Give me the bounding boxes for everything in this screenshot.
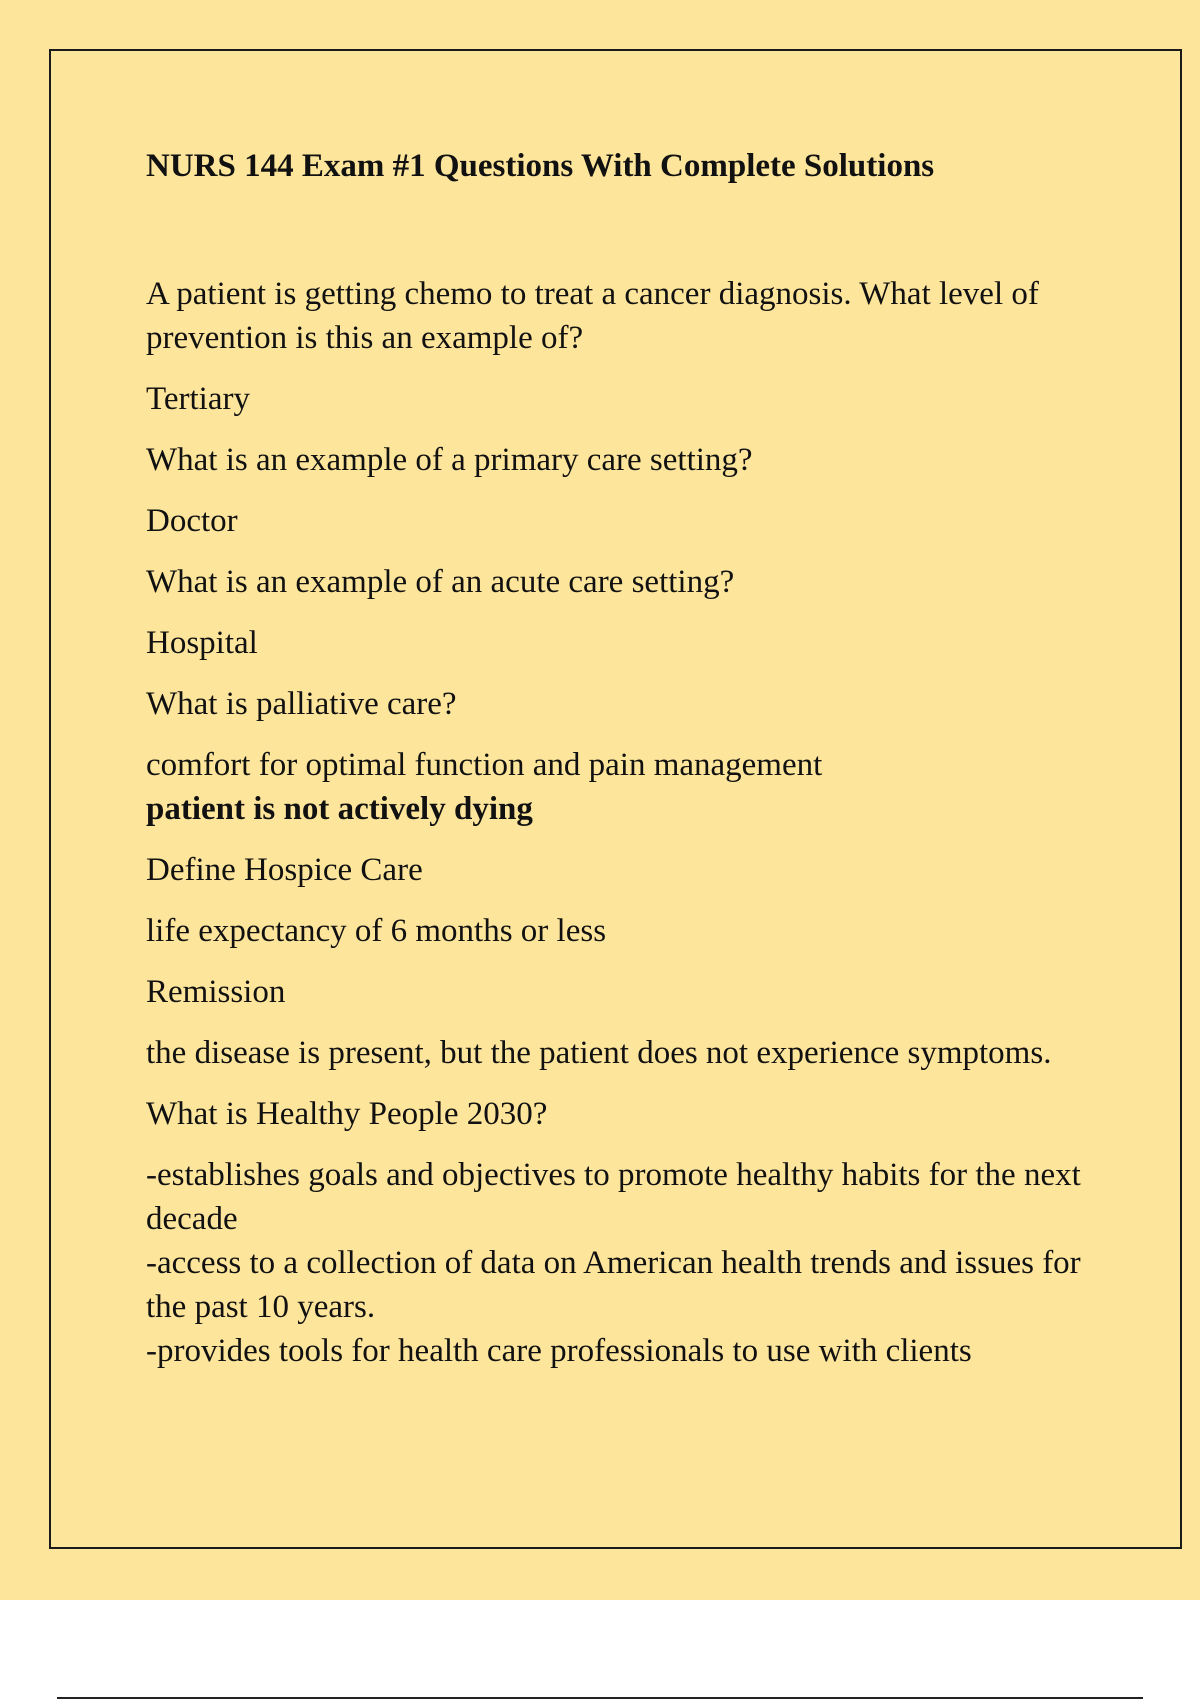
- answer-remission: the disease is present, but the patient does not experience symptoms.: [146, 1035, 1052, 1071]
- page-footer-rule: [57, 1697, 1143, 1699]
- question-primary-care-setting: What is an example of a primary care setting?: [146, 442, 753, 478]
- document-content: [146, 146, 1106, 1390]
- question-remission: Remission: [146, 974, 286, 1010]
- question-prevention-level: A patient is getting chemo to treat a cancer diagnosis. What level of prevention is this an example of?: [146, 276, 1039, 356]
- answer-palliative-care: [146, 743, 1106, 831]
- question-hospice-care: Define Hospice Care: [146, 852, 423, 888]
- document-title: NURS 144 Exam #1 Questions With Complete Solutions: [146, 148, 935, 184]
- answer-tertiary: Tertiary: [146, 381, 250, 417]
- question-palliative-care: What is palliative care?: [146, 686, 457, 722]
- answer-line: -access to a collection of data on American health trends and issues for the past 10 years.: [146, 1245, 1081, 1325]
- question-healthy-people-2030: What is Healthy People 2030?: [146, 1096, 548, 1132]
- answer-hospital: Hospital: [146, 625, 258, 661]
- qa-list: [146, 272, 1106, 1373]
- answer-healthy-people-2030: [146, 1153, 1106, 1373]
- answer-doctor: Doctor: [146, 503, 238, 539]
- answer-line-bold: patient is not actively dying: [146, 791, 533, 827]
- answer-line: -provides tools for health care professionals to use with clients: [146, 1333, 972, 1369]
- answer-hospice-care: life expectancy of 6 months or less: [146, 913, 607, 949]
- answer-line: comfort for optimal function and pain management: [146, 747, 823, 783]
- question-acute-care-setting: What is an example of an acute care setting?: [146, 564, 735, 600]
- answer-line: -establishes goals and objectives to promote healthy habits for the next decade: [146, 1157, 1081, 1237]
